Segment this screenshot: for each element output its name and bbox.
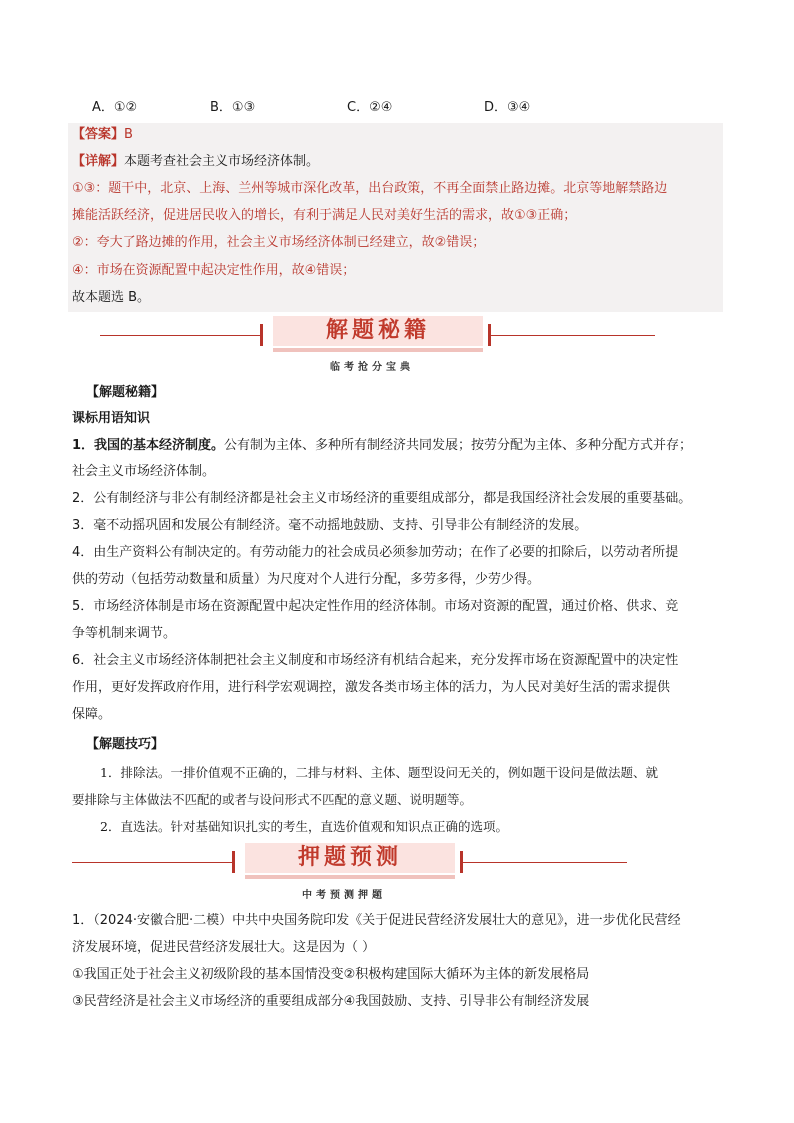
paragraph: 6．社会主义市场经济体制把社会主义制度和市场经济有机结合起来，充分发挥市场在资源配置中的决定性 <box>72 653 679 668</box>
paragraph: 作用，更好发挥政府作用，进行科学宏观调控，激发各类市场主体的活力，为人民对美好生活的需求提供 <box>72 680 671 695</box>
question-statements: ①我国正处于社会主义初级阶段的基本国情没变②积极构建国际大循环为主体的新发展格局 <box>72 967 590 982</box>
option-b: B．①③ <box>210 100 256 115</box>
option-d: D．③④ <box>484 100 531 115</box>
question-stem: 1．（2024·安徽合肥·二模）中共中央国务院印发《关于促进民营经济发展壮大的意见》，进一步优化民营经 <box>72 913 681 928</box>
conclusion: 故本题选 B。 <box>72 290 151 305</box>
detail-text: ①③：题干中，北京、上海、兰州等城市深化改革，出台政策，不再全面禁止路边摊。北京等地解禁路边 <box>72 181 668 196</box>
tip: 要排除与主体做法不匹配的或者与设问形式不匹配的意义题、说明题等。 <box>72 792 473 807</box>
paragraph: 2．公有制经济与非公有制经济都是社会主义市场经济的重要组成部分，都是我国经济社会发展的重要基础。 <box>72 491 692 506</box>
detail-intro: 本题考查社会主义市场经济体制。 <box>124 154 320 169</box>
paragraph-lead: 1．我国的基本经济制度。 <box>72 438 225 453</box>
tip: 2．直选法。针对基础知识扎实的考生，直选价值观和知识点正确的选项。 <box>100 819 508 834</box>
question-stem: 济发展环境，促进民营经济发展壮大。这是因为（ ） <box>72 940 376 955</box>
tip: 1．排除法。一排价值观不正确的，二排与材料、主体、题型设问无关的，例如题干设问是做法题、就 <box>100 765 658 780</box>
section-subheading: 课标用语知识 <box>72 411 151 426</box>
paragraph: 争等机制来调节。 <box>72 626 177 641</box>
banner-subtitle: 临考抢分宝典 <box>330 362 414 373</box>
paragraph: 社会主义市场经济体制。 <box>72 464 216 479</box>
option-a: A．①② <box>92 100 138 115</box>
banner-title: 押题预测 <box>245 843 455 873</box>
paragraph: 保障。 <box>72 707 112 722</box>
tips-heading: 【解题技巧】 <box>86 737 165 752</box>
detail-text: ④：市场在资源配置中起决定性作用，故④错误； <box>72 263 356 278</box>
answer-line <box>72 126 133 144</box>
paragraph: 1．我国的基本经济制度。公有制为主体、多种所有制经济共同发展；按劳分配为主体、多种分配方式并存； <box>72 438 693 453</box>
banner-subtitle: 中考预测押题 <box>302 890 386 901</box>
section-banner-secrets <box>100 316 655 356</box>
section-banner-predictions <box>72 843 627 883</box>
detail-text: ②：夸大了路边摊的作用，社会主义市场经济体制已经建立，故②错误； <box>72 235 486 250</box>
paragraph: 5．市场经济体制是市场在资源配置中起决定性作用的经济体制。市场对资源的配置，通过价格、供求、竞 <box>72 599 679 614</box>
detail-label: 【详解】 <box>72 154 125 169</box>
option-c: C．②④ <box>347 100 393 115</box>
paragraph: 供的劳动（包括劳动数量和质量）为尺度对个人进行分配，多劳多得，少劳少得。 <box>72 572 541 587</box>
detail-line <box>72 153 319 171</box>
paragraph: 3．毫不动摇巩固和发展公有制经济。毫不动摇地鼓励、支持、引导非公有制经济的发展。 <box>72 518 588 533</box>
paragraph: 4．由生产资料公有制决定的。有劳动能力的社会成员必须参加劳动；在作了必要的扣除后，以劳动者所提 <box>72 545 679 560</box>
banner-title: 解题秘籍 <box>273 316 483 346</box>
section-heading: 【解题秘籍】 <box>86 385 165 400</box>
detail-text: 摊能活跃经济，促进居民收入的增长，有利于满足人民对美好生活的需求，故①③正确； <box>72 208 577 223</box>
answer-value: B <box>124 127 133 142</box>
question-statements: ③民营经济是社会主义市场经济的重要组成部分④我国鼓励、支持、引导非公有制经济发展 <box>72 994 590 1009</box>
answer-label: 【答案】 <box>72 127 125 142</box>
